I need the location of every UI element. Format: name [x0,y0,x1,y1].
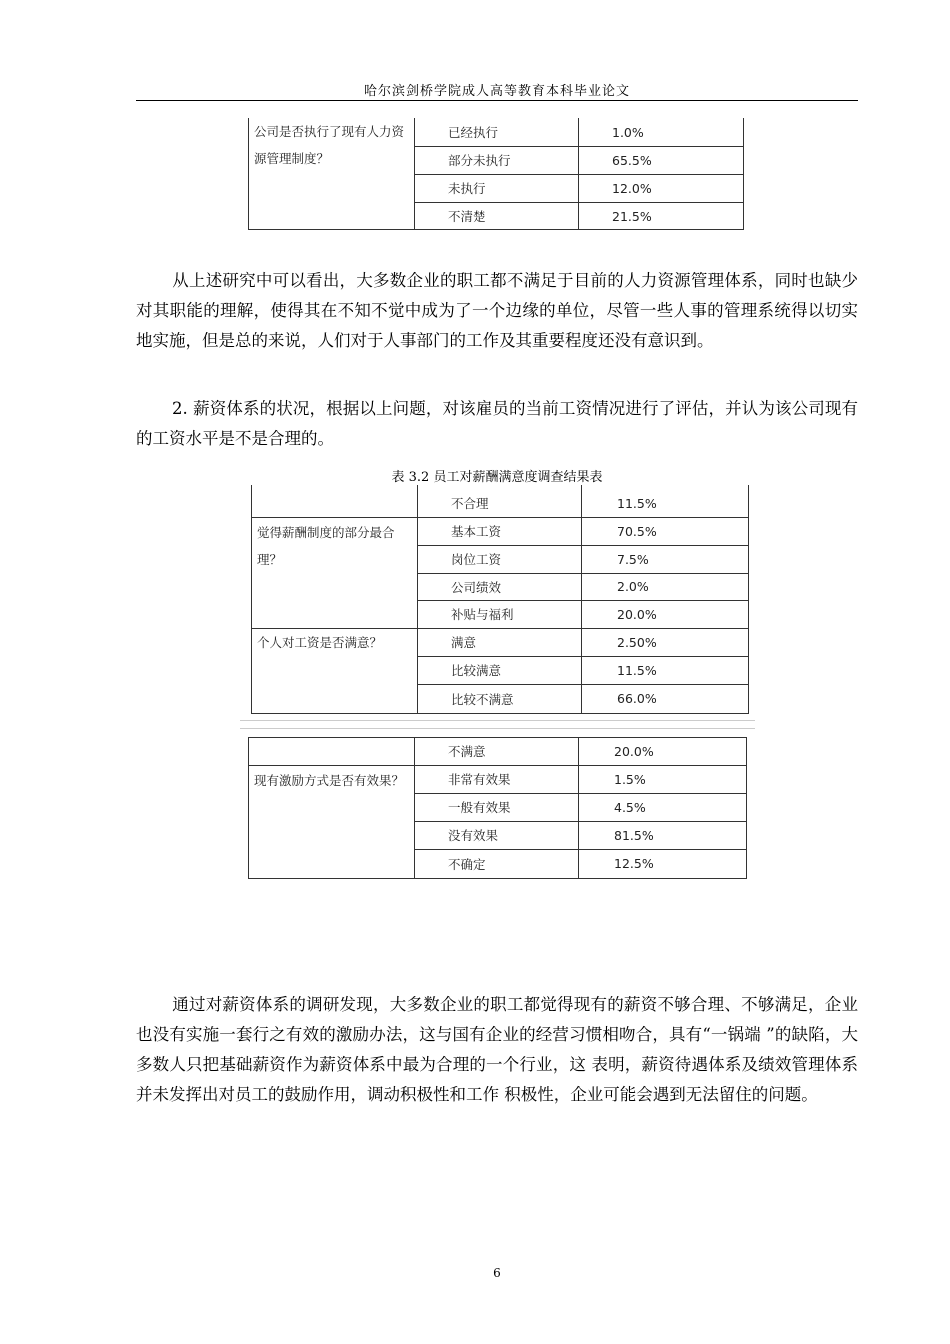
table-salary-a [251,485,749,714]
paragraph-2-text: 2. 薪资体系的状况，根据以上问题，对该雇员的当前工资情况进行了评估，并认为该公司现有的工资水平是不是合理的。 [136,399,858,448]
value-cell: 21.5% [612,208,652,224]
scan-seam [240,728,755,729]
value-cell: 4.5% [614,799,646,815]
table-row [251,600,749,628]
table-row [248,146,744,174]
option-cell: 补贴与福利 [451,607,514,622]
table-top [248,118,744,230]
value-cell: 1.0% [612,124,644,140]
option-cell: 基本工资 [451,524,502,539]
value-cell: 11.5% [617,662,657,678]
table-top-question: 公司是否执行了现有人力资源管理制度？ [254,124,405,166]
paragraph-1 [136,266,858,356]
value-cell: 1.5% [614,771,646,787]
value-cell: 81.5% [614,827,654,843]
table-row [248,174,744,202]
option-cell: 不清楚 [448,209,486,224]
value-cell: 7.5% [617,551,649,567]
option-cell: 比较不满意 [451,691,514,707]
page-number: 6 [493,1266,501,1280]
option-cell: 不合理 [451,496,489,511]
table-row [251,489,749,517]
table-row [248,202,744,230]
value-cell: 12.0% [612,180,652,196]
value-cell: 11.5% [617,495,657,511]
option-cell: 满意 [451,635,477,650]
value-cell: 20.0% [614,743,654,759]
table-caption: 表 3.2 员工对薪酬满意度调查结果表 [391,470,603,485]
table-row [251,684,749,713]
option-cell: 已经执行 [448,125,499,140]
option-cell: 不满意 [448,744,486,759]
header-rule [136,100,858,101]
table-row [248,118,744,146]
option-cell: 岗位工资 [451,552,502,567]
value-cell: 65.5% [612,152,652,168]
value-cell: 2.50% [617,634,657,650]
paragraph-2 [136,394,858,454]
value-cell: 66.0% [617,691,657,706]
table-row [248,821,747,849]
page-header: 哈尔滨剑桥学院成人高等教育本科毕业论文 [363,84,630,99]
group2-question: 个人对工资是否满意？ [257,635,383,650]
value-cell: 2.0% [617,579,649,594]
table-row [251,517,749,545]
paragraph-3-text: 通过对薪资体系的调研发现，大多数企业的职工都觉得现有的薪资不够合理、不够满足，企业也没有实施一套行之有效的激励办法，这与国有企业的经营习惯相吻合，具有“一锅端 ”的缺陷，大多数人只把基础薪资作为薪资体系中最为合理的一个行业，这 表明，薪资待遇体系及绩效管理体系并未发挥出对员工的鼓励作用，调动积极性和工作 积极性，企业可能会遇到无法留住的问题。 [136,995,858,1104]
option-cell: 非常有效果 [448,772,511,787]
paragraph-3 [136,990,858,1110]
table-row [248,793,747,821]
option-cell: 未执行 [448,181,486,196]
table-row [248,765,747,793]
group-question: 现有激励方式是否有效果？ [254,773,405,788]
paragraph-1-text: 从上述研究中可以看出，大多数企业的职工都不满足于目前的人力资源管理体系，同时也缺少对其职能的理解，使得其在不知不觉中成为了一个边缘的单位，尽管一些人事的管理系统得以切实地实施，但是总的来说，人们对于人事部门的工作及其重要程度还没有意识到。 [136,271,858,350]
value-cell: 20.0% [617,606,657,622]
option-cell: 比较满意 [451,663,502,678]
table-row [251,573,749,600]
option-cell: 公司绩效 [451,579,502,595]
option-cell: 一般有效果 [448,800,511,815]
group1-question: 觉得薪酬制度的部分最合理？ [257,525,395,567]
table-salary-b [248,737,747,879]
option-cell: 部分未执行 [448,153,511,168]
value-cell: 12.5% [614,856,654,871]
value-cell: 70.5% [617,523,657,539]
table-row [251,545,749,573]
table-row [248,849,747,878]
table-row [251,656,749,684]
option-cell: 没有效果 [448,828,499,843]
option-cell: 不确定 [448,856,486,872]
scan-seam [240,720,755,721]
table-row [251,628,749,656]
table-row [248,737,747,765]
